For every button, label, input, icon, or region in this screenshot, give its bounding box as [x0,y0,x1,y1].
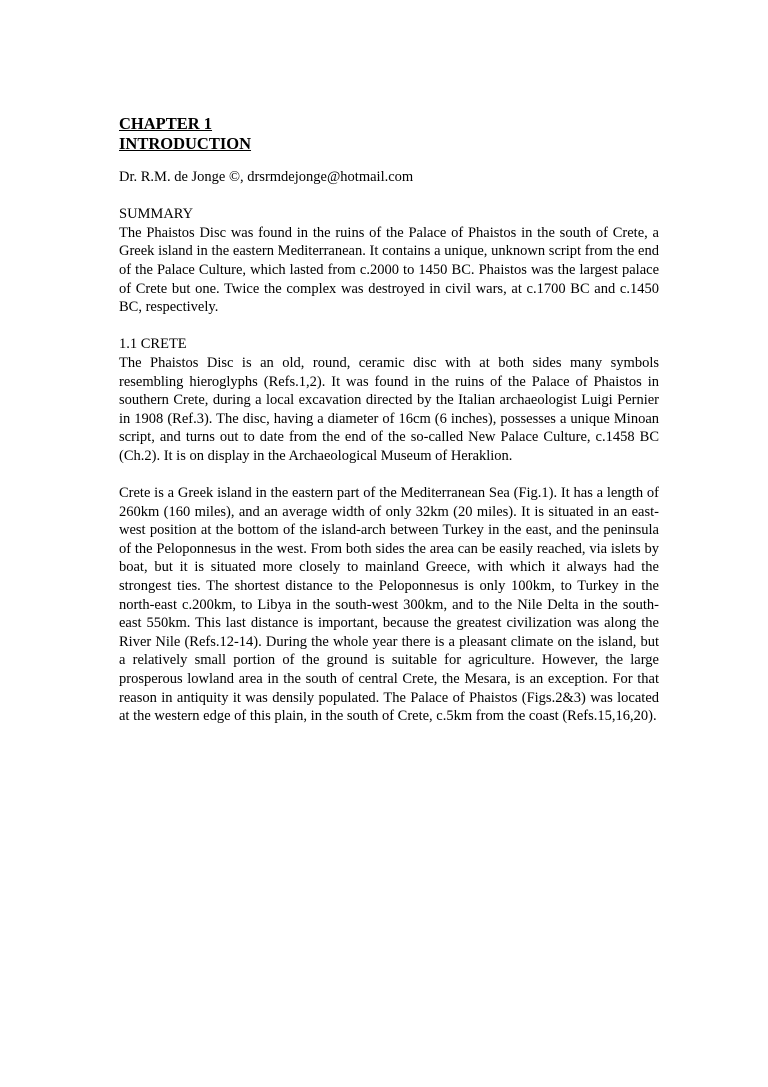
spacer [119,466,659,485]
author-line: Dr. R.M. de Jonge ©, drsrmdejonge@hotmail.com [119,169,414,185]
section-heading-crete: 1.1 CRETE [119,336,187,353]
summary-paragraph: The Phaistos Disc was found in the ruins of the Palace of Phaistos in the south of Crete, a Greek island in the eastern Mediterranean. It contains a unique, unknown script from the end of the Palace Culture, which lasted from c.2000 to 1450 BC. Phaistos was the largest palace of Crete but one. Twice the complex was destroyed in civil wars, at c.1700 BC and c.1450 BC, respectively. [119,224,659,316]
crete-paragraph-1: The Phaistos Disc is an old, round, ceramic disc with at both sides many symbols resembling hieroglyphs (Refs.1,2). It was found in the ruins of the Palace of Phaistos in southern Crete, during a local excavation directed by the Italian archaeologist Luigi Pernier in 1908 (Ref.3). The disc, having a diameter of 16cm (6 inches), possesses a unique Minoan script, and turns out to date from the end of the so-called New Palace Culture, c.1458 BC (Ch.2). It is on display in the Archaeological Museum of Heraklion. [119,354,659,464]
summary-heading: SUMMARY [119,206,194,223]
chapter-title: INTRODUCTION [119,134,252,153]
chapter-number: CHAPTER 1 [119,114,213,133]
crete-paragraph-2: Crete is a Greek island in the eastern part of the Mediterranean Sea (Fig.1). It has a length of 260km (160 miles), and an average width of only 32km (20 miles). It is situated in an east-west position at the bottom of the island-arch between Turkey in the east, and the peninsula of the Peloponnesus in the west. From both sides the area can be easily reached, via islets by boat, but it is situated more closely to mainland Greece, with which it always had the strongest ties. The shortest distance to the Peloponnesus is only 100km, to Turkey in the north-east c.200km, to Libya in the south-west 300km, and to the Nile Delta in the south-east 550km. This last distance is important, because the greatest civilization was along the River Nile (Refs.12-14). During the whole year there is a pleasant climate on the island, but a relatively small portion of the ground is suitable for agriculture. However, the large prosperous lowland area in the south of central Crete, the Mesara, is an exception. For that reason in antiquity it was densily populated. The Palace of Phaistos (Figs.2&3) was located at the western edge of this plain, in the south of Crete, c.5km from the coast (Refs.15,16,20). [119,485,659,725]
page-content [119,114,659,726]
spacer [119,187,659,206]
spacer [119,317,659,336]
